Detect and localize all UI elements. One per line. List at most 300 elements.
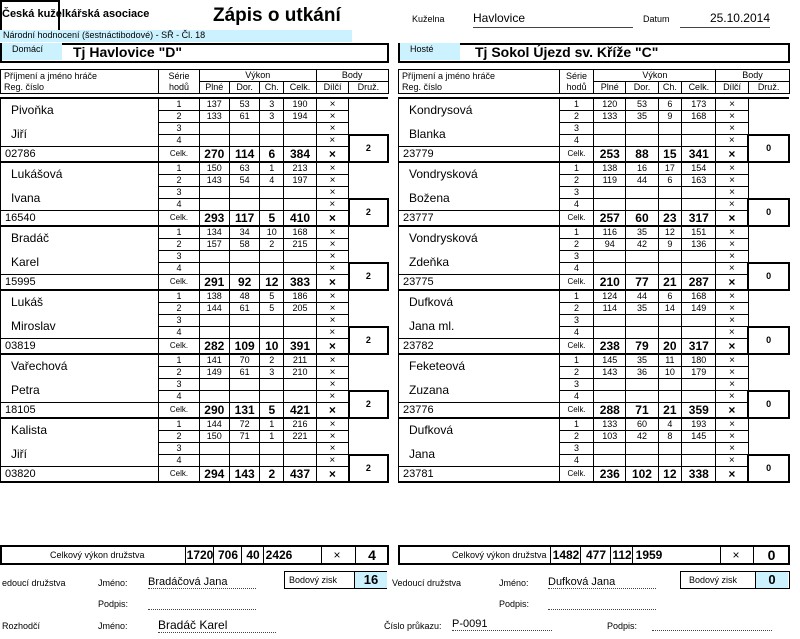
- ch-cell: 5: [260, 290, 284, 303]
- dor-cell: [229, 455, 259, 467]
- dor-total: 143: [229, 467, 259, 483]
- plne-cell: 133: [594, 418, 626, 431]
- dilci-total: ×: [716, 275, 748, 291]
- ch-cell: 3: [260, 111, 284, 123]
- serie-row: [399, 98, 790, 111]
- home-sum-plne: 1720: [186, 548, 214, 562]
- away-sum-celk: 1959: [632, 547, 665, 563]
- dor-cell: 53: [626, 98, 658, 111]
- card-label: Číslo průkazu:: [384, 621, 442, 631]
- col-header-name: [399, 70, 560, 94]
- serie-row: [399, 290, 790, 303]
- serie-num-cell: 3: [559, 251, 593, 263]
- celk-total: 287: [682, 275, 716, 291]
- celk-cell: [682, 455, 716, 467]
- ch-cell: [260, 391, 284, 403]
- plne-total: 257: [594, 211, 626, 227]
- home-zisk-value: 16: [354, 572, 387, 588]
- serie-num-cell: 3: [159, 251, 199, 263]
- dilci-cell: ×: [716, 391, 748, 403]
- venue-label: Kuželna: [412, 14, 445, 24]
- plne-cell: 150: [199, 431, 229, 443]
- serie-num-cell: 1: [559, 162, 593, 175]
- total-row: [399, 275, 790, 291]
- dor-cell: 35: [626, 111, 658, 123]
- ch-total: 21: [658, 403, 682, 419]
- ch-cell: [260, 199, 284, 211]
- serie-row: [399, 187, 790, 199]
- serie-num-cell: 2: [159, 175, 199, 187]
- celk-cell: [284, 391, 317, 403]
- celk-cell: [284, 135, 317, 147]
- dilci-cell: ×: [316, 135, 349, 147]
- dor-cell: 61: [229, 303, 259, 315]
- col-header-ch: Ch.: [260, 82, 284, 94]
- away-team-name: Tj Sokol Újezd sv. Kříže "C": [475, 44, 659, 60]
- plne-cell: 134: [199, 226, 229, 239]
- dor-cell: 54: [229, 175, 259, 187]
- player-reg: 23782: [399, 339, 560, 355]
- ch-total: 10: [260, 339, 284, 355]
- dilci-cell: ×: [316, 379, 349, 391]
- referee-name-label: Jméno:: [98, 621, 128, 631]
- total-row: [399, 147, 790, 163]
- dilci-cell: ×: [716, 327, 748, 339]
- dor-cell: [229, 263, 259, 275]
- home-sign-label: Podpis:: [98, 599, 129, 609]
- total-row: [399, 211, 790, 227]
- dor-cell: 36: [626, 367, 658, 379]
- dor-cell: 70: [229, 354, 259, 367]
- dor-cell: 58: [229, 239, 259, 251]
- total-label: Celk.: [559, 403, 593, 419]
- ch-cell: [260, 315, 284, 327]
- away-sum-label: Celkový výkon družstva: [452, 550, 547, 560]
- plne-cell: [594, 315, 626, 327]
- ch-cell: 11: [658, 354, 682, 367]
- plne-cell: 143: [594, 367, 626, 379]
- home-leader-name: Bradáčová Jana: [148, 576, 256, 589]
- plne-cell: 141: [199, 354, 229, 367]
- dor-cell: 53: [229, 98, 259, 111]
- dilci-total: ×: [716, 211, 748, 227]
- dilci-cell: ×: [316, 239, 349, 251]
- total-row: [1, 467, 389, 483]
- celk-cell: 197: [284, 175, 317, 187]
- serie-row: [399, 226, 790, 239]
- celk-cell: 213: [284, 162, 317, 175]
- plne-cell: [199, 123, 229, 135]
- total-row: [1, 147, 389, 163]
- ch-cell: [658, 327, 682, 339]
- plne-cell: 138: [594, 162, 626, 175]
- col-header-celk: Celk.: [284, 82, 317, 94]
- ch-cell: [260, 263, 284, 275]
- team-points: 0: [748, 327, 789, 355]
- dilci-cell: ×: [316, 418, 349, 431]
- celk-total: 359: [682, 403, 716, 419]
- home-tag: Domácí: [2, 43, 62, 60]
- plne-cell: 133: [594, 111, 626, 123]
- away-zisk-box: [680, 571, 790, 589]
- ch-cell: 12: [658, 226, 682, 239]
- celk-cell: 180: [682, 354, 716, 367]
- ch-total: 6: [260, 147, 284, 163]
- dilci-cell: ×: [716, 239, 748, 251]
- celk-cell: [284, 327, 317, 339]
- home-sum-points: 4: [355, 547, 388, 563]
- celk-cell: 136: [682, 239, 716, 251]
- ch-cell: 10: [260, 226, 284, 239]
- col-header-name-line1: Příjmení a jméno hráče: [402, 70, 496, 81]
- plne-cell: 144: [199, 303, 229, 315]
- total-row: [1, 403, 389, 419]
- plne-cell: [199, 135, 229, 147]
- celk-cell: 210: [284, 367, 317, 379]
- home-score-table: [0, 69, 389, 483]
- ch-cell: [658, 251, 682, 263]
- col-header-name-line1: Příjmení a jméno hráče: [4, 70, 98, 81]
- date-label: Datum: [643, 14, 670, 24]
- dilci-cell: ×: [316, 290, 349, 303]
- home-leader-label: edoucí družstva: [2, 578, 66, 588]
- dor-total: 79: [626, 339, 658, 355]
- dilci-total: ×: [716, 403, 748, 419]
- ch-total: 2: [260, 467, 284, 483]
- celk-total: 410: [284, 211, 317, 227]
- plne-cell: [199, 315, 229, 327]
- plne-cell: [594, 135, 626, 147]
- celk-cell: 179: [682, 367, 716, 379]
- dilci-cell: ×: [716, 367, 748, 379]
- serie-num-cell: 3: [159, 123, 199, 135]
- serie-num-cell: 2: [159, 303, 199, 315]
- away-sign-field: [548, 597, 656, 610]
- celk-total: 341: [682, 147, 716, 163]
- player-reg: 23776: [399, 403, 560, 419]
- plne-cell: [594, 455, 626, 467]
- druz-gap: [349, 162, 388, 199]
- away-tag: Hosté: [400, 43, 460, 60]
- home-sum-dor: 706: [213, 547, 242, 563]
- ch-cell: 9: [658, 111, 682, 123]
- team-points: 2: [349, 455, 388, 483]
- dor-cell: 61: [229, 367, 259, 379]
- dor-cell: 42: [626, 431, 658, 443]
- dor-cell: 48: [229, 290, 259, 303]
- ch-total: 12: [658, 467, 682, 483]
- dor-cell: [229, 327, 259, 339]
- dilci-cell: ×: [716, 455, 748, 467]
- celk-cell: 190: [284, 98, 317, 111]
- dor-total: 60: [626, 211, 658, 227]
- away-leader-label: Vedoucí družstva: [392, 578, 462, 588]
- ch-cell: [260, 327, 284, 339]
- home-zisk-box: [284, 571, 387, 589]
- druz-gap: [349, 98, 388, 135]
- dilci-cell: ×: [316, 315, 349, 327]
- celk-total: 383: [284, 275, 317, 291]
- team-points: 0: [748, 455, 789, 483]
- team-points: 2: [349, 391, 388, 419]
- dilci-cell: ×: [316, 327, 349, 339]
- player-reg: 18105: [1, 403, 159, 419]
- plne-total: 210: [594, 275, 626, 291]
- serie-num-cell: 1: [159, 290, 199, 303]
- dilci-cell: ×: [316, 98, 349, 111]
- home-team-name: Tj Havlovice "D": [73, 44, 182, 60]
- dor-cell: [229, 199, 259, 211]
- serie-row: [1, 418, 389, 431]
- away-sum-points: 0: [753, 547, 789, 563]
- dilci-cell: ×: [716, 226, 748, 239]
- ch-cell: 4: [658, 418, 682, 431]
- total-label: Celk.: [159, 339, 199, 355]
- serie-row: [1, 98, 389, 111]
- away-zisk-value: 0: [755, 572, 788, 588]
- referee-name: Bradáč Karel: [158, 618, 276, 633]
- away-score-table: [398, 69, 790, 483]
- ch-cell: [658, 199, 682, 211]
- dor-cell: [626, 455, 658, 467]
- plne-cell: [199, 251, 229, 263]
- dilci-cell: ×: [716, 263, 748, 275]
- referee-sign-label: Podpis:: [607, 621, 638, 631]
- player-firstname: Jana ml.: [399, 315, 560, 339]
- home-sum-label: Celkový výkon družstva: [50, 550, 145, 560]
- plne-total: 291: [199, 275, 229, 291]
- player-surname: Kalista: [1, 418, 159, 443]
- ch-total: 12: [260, 275, 284, 291]
- player-surname: Bradáč: [1, 226, 159, 251]
- celk-cell: [284, 123, 317, 135]
- celk-cell: [682, 135, 716, 147]
- ch-cell: 17: [658, 162, 682, 175]
- dilci-cell: ×: [316, 354, 349, 367]
- plne-cell: 124: [594, 290, 626, 303]
- col-header-dor: Dor.: [229, 82, 259, 94]
- col-header-vykon: Výkon: [199, 70, 316, 82]
- ch-cell: 6: [658, 98, 682, 111]
- total-label: Celk.: [159, 403, 199, 419]
- dilci-cell: ×: [716, 443, 748, 455]
- dilci-cell: ×: [716, 290, 748, 303]
- ch-cell: [658, 455, 682, 467]
- col-header-vykon: Výkon: [594, 70, 716, 82]
- dor-cell: [626, 135, 658, 147]
- serie-row: [1, 290, 389, 303]
- plne-cell: 143: [199, 175, 229, 187]
- celk-cell: 151: [682, 226, 716, 239]
- ch-cell: [260, 251, 284, 263]
- total-label: Celk.: [559, 467, 593, 483]
- col-header-body: Body: [316, 70, 388, 82]
- referee-sign-field: [652, 618, 772, 631]
- celk-total: 421: [284, 403, 317, 419]
- celk-total: 338: [682, 467, 716, 483]
- ch-cell: [260, 187, 284, 199]
- dilci-cell: ×: [316, 391, 349, 403]
- plne-total: 253: [594, 147, 626, 163]
- plne-cell: [199, 199, 229, 211]
- ch-total: 21: [658, 275, 682, 291]
- plne-total: 293: [199, 211, 229, 227]
- serie-num-cell: 2: [159, 431, 199, 443]
- dilci-total: ×: [316, 467, 349, 483]
- dilci-cell: ×: [716, 431, 748, 443]
- dor-cell: [229, 251, 259, 263]
- dilci-cell: ×: [716, 303, 748, 315]
- serie-row: [1, 315, 389, 327]
- referee-label: Rozhodčí: [2, 621, 41, 631]
- plne-cell: [594, 251, 626, 263]
- dilci-cell: ×: [316, 367, 349, 379]
- dor-total: 92: [229, 275, 259, 291]
- dor-total: 71: [626, 403, 658, 419]
- team-points: 0: [748, 263, 789, 291]
- total-label: Celk.: [159, 211, 199, 227]
- plne-cell: 149: [199, 367, 229, 379]
- ch-cell: [260, 379, 284, 391]
- serie-num-cell: 2: [559, 431, 593, 443]
- druz-gap: [748, 98, 789, 135]
- player-surname: Vondrysková: [399, 162, 560, 187]
- celk-cell: [284, 199, 317, 211]
- plne-cell: 150: [199, 162, 229, 175]
- team-points: 0: [748, 199, 789, 227]
- col-header-serie: [559, 70, 593, 94]
- celk-cell: [682, 187, 716, 199]
- away-sum-x: ×: [720, 547, 751, 563]
- total-row: [399, 403, 790, 419]
- serie-num-cell: 3: [559, 443, 593, 455]
- col-header-ch: Ch.: [658, 82, 682, 94]
- celk-cell: 168: [682, 290, 716, 303]
- celk-cell: [682, 251, 716, 263]
- plne-cell: 133: [199, 111, 229, 123]
- away-name-label: Jméno:: [499, 578, 529, 588]
- col-header-name: [1, 70, 159, 94]
- dilci-cell: ×: [316, 431, 349, 443]
- plne-cell: 103: [594, 431, 626, 443]
- serie-row: [1, 379, 389, 391]
- plne-total: 236: [594, 467, 626, 483]
- serie-row: [399, 379, 790, 391]
- dor-cell: 35: [626, 354, 658, 367]
- celk-cell: 216: [284, 418, 317, 431]
- col-header-serie: [159, 70, 199, 94]
- serie-num-cell: 3: [159, 187, 199, 199]
- player-firstname: Petra: [1, 379, 159, 403]
- ch-cell: [260, 123, 284, 135]
- plne-cell: 120: [594, 98, 626, 111]
- celk-cell: 205: [284, 303, 317, 315]
- player-firstname: Božena: [399, 187, 560, 211]
- col-header-druz: Druž.: [748, 82, 789, 94]
- celk-cell: 193: [682, 418, 716, 431]
- ch-cell: 10: [658, 367, 682, 379]
- celk-cell: [682, 327, 716, 339]
- serie-num-cell: 1: [559, 354, 593, 367]
- ch-cell: [658, 187, 682, 199]
- serie-num-cell: 4: [559, 327, 593, 339]
- celk-cell: [284, 455, 317, 467]
- serie-num-cell: 2: [159, 367, 199, 379]
- col-header-name-line2: Reg. číslo: [402, 81, 443, 92]
- plne-cell: 157: [199, 239, 229, 251]
- plne-total: 288: [594, 403, 626, 419]
- player-firstname: Jana: [399, 443, 560, 467]
- team-points: 2: [349, 263, 388, 291]
- serie-num-cell: 2: [159, 239, 199, 251]
- celk-cell: [284, 187, 317, 199]
- dilci-total: ×: [716, 467, 748, 483]
- player-firstname: Karel: [1, 251, 159, 275]
- druz-gap: [748, 418, 789, 455]
- druz-gap: [349, 418, 388, 455]
- total-label: Celk.: [159, 275, 199, 291]
- dor-cell: 35: [626, 303, 658, 315]
- serie-num-cell: 1: [559, 290, 593, 303]
- plne-cell: 137: [199, 98, 229, 111]
- dor-cell: 42: [626, 239, 658, 251]
- col-header-serie-line2: hodů: [169, 81, 190, 92]
- player-firstname: Zuzana: [399, 379, 560, 403]
- celk-cell: [682, 443, 716, 455]
- serie-num-cell: 4: [159, 391, 199, 403]
- serie-num-cell: 2: [559, 303, 593, 315]
- dilci-cell: ×: [316, 175, 349, 187]
- dor-total: 77: [626, 275, 658, 291]
- dilci-total: ×: [316, 275, 349, 291]
- col-header-dilci: Dílčí: [716, 82, 748, 94]
- serie-row: [399, 162, 790, 175]
- team-points: 0: [748, 135, 789, 163]
- celk-cell: [682, 123, 716, 135]
- serie-row: [399, 443, 790, 455]
- total-label: Celk.: [159, 467, 199, 483]
- dilci-total: ×: [316, 211, 349, 227]
- total-row: [399, 467, 790, 483]
- dor-cell: 44: [626, 290, 658, 303]
- col-header-druz: Druž.: [349, 82, 388, 94]
- celk-total: 317: [682, 339, 716, 355]
- celk-cell: [284, 379, 317, 391]
- celk-total: 317: [682, 211, 716, 227]
- plne-cell: [594, 379, 626, 391]
- ch-cell: [658, 443, 682, 455]
- dor-cell: [626, 379, 658, 391]
- dor-cell: 16: [626, 162, 658, 175]
- serie-num-cell: 4: [159, 455, 199, 467]
- plne-cell: [199, 455, 229, 467]
- dor-cell: 72: [229, 418, 259, 431]
- plne-cell: [594, 327, 626, 339]
- ch-cell: [658, 135, 682, 147]
- celk-cell: [284, 443, 317, 455]
- dor-cell: 61: [229, 111, 259, 123]
- celk-cell: [682, 315, 716, 327]
- celk-cell: [682, 379, 716, 391]
- celk-cell: [682, 263, 716, 275]
- total-label: Celk.: [559, 339, 593, 355]
- plne-cell: [199, 391, 229, 403]
- plne-total: 270: [199, 147, 229, 163]
- dor-cell: 71: [229, 431, 259, 443]
- druz-gap: [349, 354, 388, 391]
- dor-cell: [229, 379, 259, 391]
- ch-cell: [260, 443, 284, 455]
